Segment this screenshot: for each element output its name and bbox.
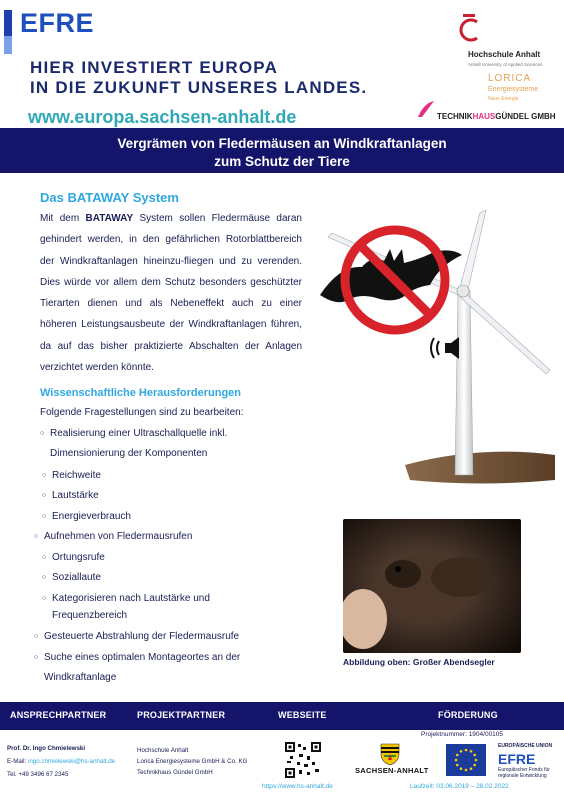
hochschule-anhalt-name: Hochschule Anhalt	[468, 50, 541, 59]
speaker-icon	[431, 337, 459, 359]
efre-logo-text: EFRE	[498, 751, 536, 767]
contact-email-line: E-Mail: ingo.chmielewski@hs-anhalt.de	[7, 758, 116, 765]
hochschule-anhalt-subtitle: Anhalt University of Applied Sciences	[468, 62, 543, 67]
list-item: ○ Suche eines optimalen Montageortes an der	[34, 652, 241, 663]
sachsen-anhalt-name: SACHSEN-ANHALT	[355, 766, 429, 775]
lorica-logo-tagline: Neue Energie	[488, 96, 519, 102]
banner-title-line-1: Vergrämen von Fledermäusen an Windkraftanlagen	[117, 136, 447, 151]
turbine-blade	[460, 210, 486, 290]
efre-subtitle: Europäischer Fonds für regionale Entwicklung	[498, 767, 550, 779]
project-duration: Laufzeit: 03.06.2019 – 28.02.2022	[410, 783, 509, 790]
ground-shape	[405, 452, 555, 484]
list-item: ○ Reichweite	[42, 470, 101, 481]
list-item-continuation: Dimensionierung der Komponenten	[50, 448, 208, 459]
turbine-blade	[460, 293, 550, 374]
qr-code-icon[interactable]	[285, 742, 321, 778]
photo-caption: Abbildung oben: Großer Abendsegler	[343, 657, 495, 667]
footer-heading-website: WEBSEITE	[278, 710, 327, 720]
bataway-heading: Das BATAWAY System	[40, 190, 179, 205]
list-item: ○ Energieverbrauch	[42, 511, 131, 522]
list-item-continuation: Frequenzbereich	[52, 610, 128, 621]
lorica-logo-name: LORICA	[488, 73, 532, 84]
lorica-logo-sub: Energiesysteme	[488, 86, 539, 93]
bataway-description: Mit dem BATAWAY System sollen Fledermäuse daran gehindert werden, in den gefährlichen Rotorblattbereich der Windkraftanlagen hineinzu-fliegen und zu verenden. Dies würde vor allem dem Schutz besonders geschützter Tierarten dienen und als Nebeneffekt auch zu einer höheren Leistungsausbeute der Windkraftanlagen führen, da auf das bisher praktizierte Abschalten der Anlagen verzichtet werden könnte.	[40, 213, 302, 374]
list-item: ○ Kategorisieren nach Lautstärke und	[42, 593, 210, 604]
eu-flag-icon	[446, 744, 486, 776]
slogan-line-1: HIER INVESTIERT EUROPA	[30, 58, 279, 77]
hochschule-anhalt-logo-icon	[455, 12, 485, 46]
contact-phone: Tel. +49 3496 67 2345	[7, 771, 69, 778]
partner-2: Lorica Energiesysteme GmbH & Co. KG	[137, 758, 248, 765]
list-item: ○ Soziallaute	[42, 572, 101, 583]
slogan-line-2: IN DIE ZUKUNFT UNSERES LANDES.	[30, 78, 368, 97]
sachsen-anhalt-crest-icon	[378, 742, 402, 766]
list-item-continuation: Windkraftanlage	[44, 672, 117, 683]
science-heading: Wissenschaftliche Herausforderungen	[40, 387, 242, 399]
science-intro: Folgende Fragestellungen sind zu bearbeiten:	[40, 407, 244, 418]
efre-accent-bar	[4, 10, 12, 54]
list-item: ○ Aufnehmen von Fledermausrufen	[34, 531, 193, 542]
list-item: ○ Ortungsrufe	[42, 552, 105, 563]
bat-photo	[343, 519, 521, 653]
technikhaus-logo-icon	[416, 99, 438, 119]
footer-heading-contact: ANSPRECHPARTNER	[10, 710, 107, 720]
europa-url[interactable]: www.europa.sachsen-anhalt.de	[28, 107, 297, 127]
partner-1: Hochschule Anhalt	[137, 747, 189, 754]
partner-3: Technikhaus Gündel GmbH	[137, 769, 213, 776]
website-link[interactable]: https://www.hs-anhalt.de	[262, 783, 333, 790]
project-number: Projektnummer: 1904/00105	[421, 731, 504, 738]
contact-name: Prof. Dr. Ingo Chmielewski	[7, 745, 86, 752]
technikhaus-name: TECHNIKHAUSGÜNDEL GMBH	[437, 112, 556, 121]
list-item: ○ Realisierung einer Ultraschallquelle inkl.	[40, 428, 228, 439]
footer-heading-partners: PROJEKTPARTNER	[137, 710, 226, 720]
list-item: ○ Lautstärke	[42, 490, 99, 501]
eu-label: EUROPÄISCHE UNION	[498, 743, 553, 749]
contact-email-link[interactable]: ingo.chmielewski@hs-anhalt.de	[27, 758, 116, 765]
banner-title-line-2: zum Schutz der Tiere	[214, 154, 350, 169]
turbine-hub	[457, 285, 469, 297]
wind-turbine-illustration	[310, 195, 560, 495]
footer-heading-funding: FÖRDERUNG	[438, 710, 498, 720]
turbine-tower	[455, 290, 473, 475]
list-item: ○ Gesteuerte Abstrahlung der Fledermausrufe	[34, 631, 240, 642]
efre-title: EFRE	[20, 8, 95, 38]
